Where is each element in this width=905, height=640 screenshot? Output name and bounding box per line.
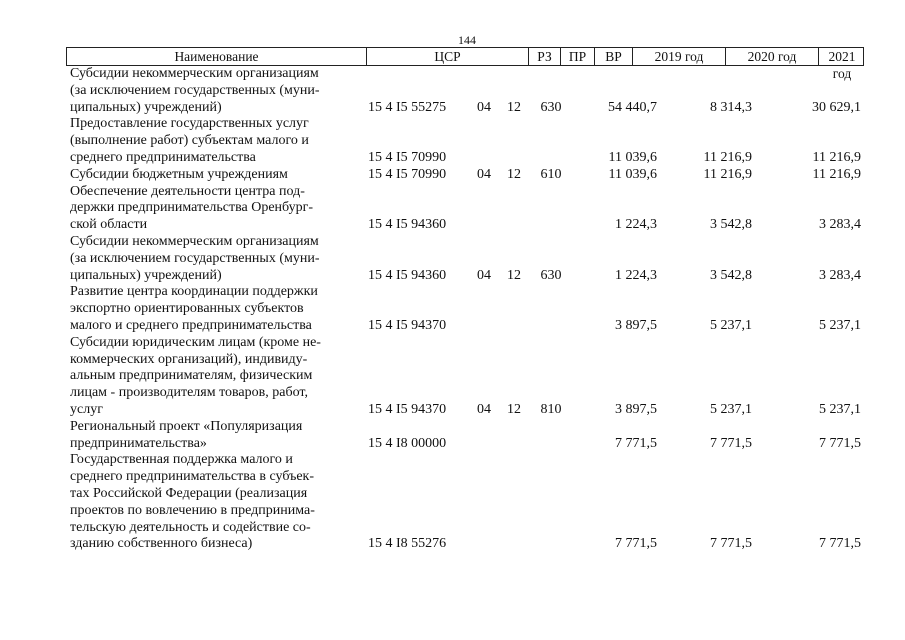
row-name-line: Субсидии некоммерческим организациям [70, 66, 319, 81]
row-csr: 15 4 I8 00000 [368, 435, 447, 451]
header-csr: ЦСР [367, 48, 529, 65]
row-name-line: малого и среднего предпринимательства [70, 317, 312, 333]
row-csr: 15 4 I5 94360 [368, 267, 447, 283]
row-value-2021: 7 771,5 [819, 536, 861, 552]
row-value-2021: 30 629,1 [812, 99, 861, 115]
row-name-line: Предоставление государственных услуг [70, 116, 309, 132]
row-name-line: тах Российской Федерации (реализация [70, 485, 308, 501]
row-name-line: тельскую деятельность и содействие со- [70, 519, 311, 535]
page-number: 144 [458, 33, 476, 47]
row-name [70, 167, 360, 184]
row-value-2019: 1 224,3 [615, 217, 657, 233]
row-value-2019: 11 039,6 [608, 166, 657, 182]
row-csr: 15 4 I5 55275 [368, 99, 447, 115]
row-value-2019: 3 897,5 [615, 317, 657, 333]
row-value-2021: 11 216,9 [812, 149, 861, 165]
row-name-line: Субсидии некоммерческим организациям [70, 234, 319, 249]
row-value-2020: 11 216,9 [703, 166, 752, 182]
header-vr: ВР [595, 48, 633, 65]
header-2019: 2019 год [633, 48, 726, 65]
row-name [70, 452, 360, 553]
row-csr: 15 4 I5 70990 [368, 166, 447, 182]
row-name-line: альным предпринимателям, физическим [70, 368, 313, 384]
row-rz: 04 [477, 267, 491, 283]
row-name [70, 116, 360, 166]
row-name-line: ципальных) учреждений) [70, 267, 222, 283]
header-2020: 2020 год [726, 48, 819, 65]
row-value-2020: 7 771,5 [710, 435, 752, 451]
row-value-2020: 11 216,9 [703, 149, 752, 165]
row-name-line: экспортно ориентированных субъектов [70, 301, 304, 317]
row-vr: 630 [540, 267, 562, 283]
row-name-line: Субсидии юридическим лицам (кроме не- [70, 334, 321, 350]
header-2021: 2021 год [828, 49, 856, 81]
row-name-line: коммерческих организаций), индивиду- [70, 351, 308, 367]
row-value-2019: 3 897,5 [615, 401, 657, 417]
row-pr: 12 [507, 267, 521, 283]
row-rz: 04 [477, 401, 491, 417]
row-name-line: среднего предпринимательства в субъек- [70, 469, 315, 485]
row-value-2021: 11 216,9 [812, 166, 861, 182]
row-name-line: (за исключением государственных (муни- [70, 250, 320, 266]
row-vr: 610 [540, 166, 562, 182]
row-value-2019: 54 440,7 [608, 99, 657, 115]
header-name: Наименование [67, 48, 367, 65]
row-vr: 630 [540, 99, 562, 115]
row-vr: 810 [540, 401, 562, 417]
row-value-2021: 3 283,4 [819, 267, 861, 283]
row-value-2021: 7 771,5 [819, 435, 861, 451]
row-rz: 04 [477, 166, 491, 182]
row-value-2019: 7 771,5 [615, 536, 657, 552]
row-name [70, 234, 360, 284]
row-value-2019: 11 039,6 [608, 149, 657, 165]
row-csr: 15 4 I8 55276 [368, 536, 447, 552]
row-name [70, 419, 360, 453]
row-value-2021: 5 237,1 [819, 401, 861, 417]
row-pr: 12 [507, 99, 521, 115]
row-csr: 15 4 I5 94370 [368, 317, 447, 333]
row-value-2020: 5 237,1 [710, 317, 752, 333]
row-name-line: Региональный проект «Популяризация [70, 418, 303, 434]
row-pr: 12 [507, 166, 521, 182]
row-value-2020: 3 542,8 [710, 267, 752, 283]
row-name-line: предпринимательства» [70, 435, 207, 451]
row-value-2019: 7 771,5 [615, 435, 657, 451]
row-name-line: держки предпринимательства Оренбург- [70, 200, 314, 216]
row-name-line: зданию собственного бизнеса) [70, 536, 253, 552]
header-pr: ПР [561, 48, 595, 65]
row-name-line: (за исключением государственных (муни- [70, 82, 320, 98]
row-name-line: (выполнение работ) субъектам малого и [70, 133, 309, 149]
row-value-2021: 3 283,4 [819, 217, 861, 233]
row-name-line: Субсидии бюджетным учреждениям [70, 166, 288, 182]
row-value-2020: 7 771,5 [710, 536, 752, 552]
row-name-line: ципальных) учреждений) [70, 99, 222, 115]
row-name-line: Развитие центра координации поддержки [70, 284, 318, 300]
row-csr: 15 4 I5 94360 [368, 217, 447, 233]
row-name [70, 284, 360, 334]
row-name-line: проектов по вовлечению в предпринима- [70, 502, 315, 518]
row-name [70, 184, 360, 234]
header-rz: РЗ [529, 48, 561, 65]
row-value-2020: 3 542,8 [710, 217, 752, 233]
row-csr: 15 4 I5 94370 [368, 401, 447, 417]
row-value-2020: 8 314,3 [710, 99, 752, 115]
row-name-line: ской области [70, 217, 148, 233]
row-rz: 04 [477, 99, 491, 115]
row-value-2020: 5 237,1 [710, 401, 752, 417]
row-name-line: лицам - производителям товаров, работ, [70, 385, 308, 401]
row-name [70, 66, 360, 116]
row-name-line: среднего предпринимательства [70, 149, 256, 165]
row-name-line: Государственная поддержка малого и [70, 452, 293, 468]
row-pr: 12 [507, 401, 521, 417]
row-value-2021: 5 237,1 [819, 317, 861, 333]
row-name [70, 335, 360, 419]
row-csr: 15 4 I5 70990 [368, 149, 447, 165]
row-name-line: Обеспечение деятельности центра под- [70, 183, 305, 199]
row-value-2019: 1 224,3 [615, 267, 657, 283]
row-name-line: услуг [70, 401, 103, 417]
